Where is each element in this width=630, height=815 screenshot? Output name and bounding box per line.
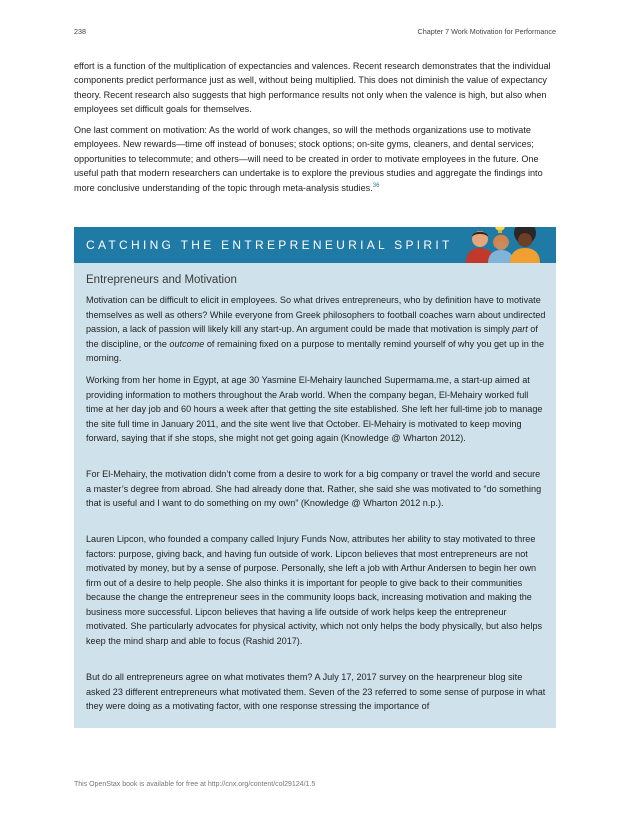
feature-box: [74, 227, 556, 728]
feature-p1-text-c: of remaining fixed on a purpose to mentally remind yourself of why you get up in the morning.: [86, 338, 545, 363]
feature-paragraph-3: For El-Mehairy, the motivation didn’t come from a desire to work for a big company or travel the world and secure a master’s degree from abroad. She had already done that. Rather, she said she was motivated to “do something that is useful and I want to do something on my own” (Knowledge @ Wharton 2012 n.p.).: [86, 469, 542, 508]
entrepreneurs-group-icon: [464, 227, 546, 267]
chapter-title: Chapter 7 Work Motivation for Performance: [417, 27, 556, 36]
intro-paragraph-2-text: One last comment on motivation: As the world of work changes, so will the methods organizations use to motivate employees. New rewards—time off instead of bonuses; stock options; on-site gyms, cleaners, and dental services; opportunities to telecommute; and others—will need to be created in order to motivate employees in the future. One useful path that modern researchers can undertake is to explore the previous studies and aggregate the findings into more conclusive understanding of the topic through meta-analysis studies.: [74, 125, 543, 193]
feature-p1-emphasis-part: part: [512, 324, 528, 334]
feature-paragraph-1: [86, 293, 546, 366]
intro-paragraph-1: effort is a function of the multiplication of expectancies and valences. Recent research demonstrates that the individual components predict performance just as well, without being multiplied. This does not diminish the value of expectancy theory. Recent research also suggests that high performance results not only when the valence is high, but also when employees set difficult goals for themselves.: [74, 61, 551, 115]
feature-title: CATCHING THE ENTREPRENEURIAL SPIRIT: [86, 238, 453, 252]
feature-paragraph-4: Lauren Lipcon, who founded a company called Injury Funds Now, attributes her ability to stay motivated to three factors: purpose, giving back, and having fun outside of work. Lipcon believes that most entrepreneurs are not motivated by money, but by a sense of purpose. Personally, she left a job with Arthur Andersen to begin her own firm out of a desire to help people. She also thinks it is important for people to give back to their communities because the change the entrepreneur sees in the community loops back, increasing motivation and making the business more successful. Lipcon believes that having a life outside of work helps keep the entrepreneur motivated. She particularly advocates for physical activity, which not only helps the body physically, but also helps keep the mind sharp and able to focus (Rashid 2017).: [86, 534, 543, 646]
feature-paragraph-2: Working from her home in Egypt, at age 30 Yasmine El-Mehairy launched Supermama.me, a start-up aimed at providing information to mothers throughout the Arab world. When the company began, El-Mehairy worked full time at her day job and 60 hours a week after that getting the site established. She left her full-time job to manage the site full time in January 2011, and the site went live that October. El-Mehairy is motivated to keep moving forward, saying that if she stops, she might not get going again (Knowledge @ Wharton 2012).: [86, 375, 543, 443]
feature-p1-emphasis-outcome: outcome: [169, 338, 205, 349]
page-footer: This OpenStax book is available for free at http://cnx.org/content/col29124/1.5: [74, 781, 316, 788]
page-header: [74, 27, 556, 36]
feature-paragraph-5: But do all entrepreneurs agree on what motivates them? A July 17, 2017 survey on the hearpreneur blog site asked 23 different entrepreneurs what motivated them. Seven of the 23 referred to some sense of purpose in what they were doing as a motivating factor, with one response stressing the importance of: [86, 672, 546, 711]
feature-heading: Entrepreneurs and Motivation: [86, 274, 237, 286]
reference-link-36[interactable]: 36: [372, 182, 380, 189]
page-number: 238: [74, 27, 86, 36]
intro-paragraph-2: [74, 123, 556, 195]
feature-p1-text-a: Motivation can be difficult to elicit in employees. So what drives entrepreneurs, who by definition have to motivate themselves as well as others? While everyone from Greek philosophers to football coaches warn about undirected passion, a lack of passion will likely kill any start-up. An argument could be made that motivation is simply: [86, 295, 546, 334]
feature-p1-text-b: of the discipline, or the: [86, 324, 538, 349]
